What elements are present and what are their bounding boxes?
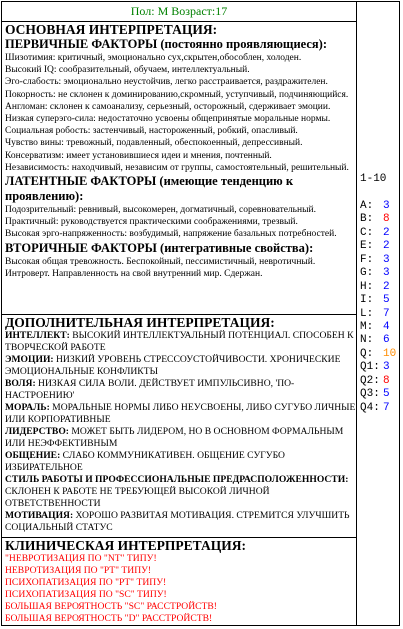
factor-label: F: — [360, 253, 374, 266]
additional-item-label: ЛИДЕРСТВО: — [5, 426, 69, 437]
factor-value: 5 — [383, 388, 390, 401]
factor-label: Q2: — [360, 374, 380, 387]
secondary-factor-line: Высокая общая тревожность. Беспокойный, пессимистичный, невротичный. — [5, 256, 316, 267]
factor-score-row — [360, 321, 400, 334]
factor-value: 2 — [383, 240, 390, 253]
factor-score-row — [360, 213, 400, 226]
factor-label: Q: — [360, 347, 374, 360]
primary-factor-line: Консерватизм: имеет установившиеся идеи и мнения, почтенный. — [5, 150, 272, 161]
factor-value: 3 — [383, 253, 390, 266]
factor-value: 6 — [383, 334, 390, 347]
factor-value: 8 — [383, 213, 390, 226]
clinical-interpretation-title: КЛИНИЧЕСКАЯ ИНТЕРПРЕТАЦИЯ: — [5, 538, 247, 553]
additional-item-label: ВОЛЯ: — [5, 378, 36, 389]
factor-value: 4 — [383, 320, 390, 333]
factor-value: 3 — [383, 267, 390, 280]
primary-factor-line: Покорность: не склонен к доминированию,скромный, уступчивый, подчиняющийся. — [5, 89, 349, 100]
clinical-interpretation-section — [2, 538, 356, 627]
additional-item-label: ИНТЕЛЛЕКТ: — [5, 330, 70, 341]
additional-item — [5, 330, 356, 354]
factor-value: 2 — [383, 280, 390, 293]
factor-label: G: — [360, 267, 374, 280]
additional-item-text: ВЫСОКИЙ ИНТЕЛЛЕКТУАЛЬНЫЙ ПОТЕНЦИАЛ. СПОСОБЕН К ТВОРЧЕСКОЙ РАБОТЕ — [5, 330, 354, 353]
secondary-factors-title: ВТОРИЧНЫЕ ФАКТОРЫ (интегративные свойства): — [5, 240, 314, 255]
additional-item-text: НИЗКИЙ УРОВЕНЬ СТРЕССОУСТОЙЧИВОСТИ. ХРОНИЧЕСКИЕ ЭМОЦИОНАЛЬНЫЕ КОНФЛИКТЫ — [5, 354, 341, 377]
clinical-finding: "НЕВРОТИЗАЦИЯ ПО "NT" ТИПУ! — [5, 553, 157, 564]
primary-factors-title: ПЕРВИЧНЫЕ ФАКТОРЫ (постоянно проявляющиеся): — [5, 37, 327, 51]
factor-label: Q4: — [360, 401, 380, 414]
factor-label: A: — [360, 200, 374, 212]
factor-label: Q3: — [360, 388, 380, 401]
factor-label: L: — [360, 307, 374, 320]
additional-item-text: МОРАЛЬНЫЕ НОРМЫ ЛИБО НЕУСВОЕНЫ, ЛИБО СУГУБО ЛИЧНЫЕ ИЛИ КОРПОРАТИВНЫЕ — [5, 402, 356, 425]
factor-label: C: — [360, 226, 374, 239]
additional-item — [5, 474, 356, 510]
additional-item — [5, 450, 356, 474]
clinical-finding: БОЛЬШАЯ ВЕРОЯТНОСТЬ "D" РАССТРОЙСТВ! — [5, 613, 213, 624]
additional-item-text: ХОРОШО РАЗВИТАЯ МОТИВАЦИЯ. СТРЕМИТСЯ УЛУЧШИТЬ СОЦИАЛЬНЫЙ СТАТУС — [5, 510, 350, 533]
additional-item-label: ЭМОЦИИ: — [5, 354, 54, 365]
latent-factor-line: Практичный: руководствуется практическими соображениями, трезвый. — [5, 217, 298, 228]
primary-factor-line: Социальная робость: застенчивый, настороженный, робкий, опасливый. — [5, 126, 298, 137]
factor-score-row — [360, 200, 400, 213]
additional-item-label: МОРАЛЬ: — [5, 402, 50, 413]
factor-label: H: — [360, 280, 374, 293]
primary-factors-list — [5, 52, 356, 174]
primary-factor-line: Чувство вины: тревожный, подавленный, обеспокоенный, депрессивный. — [5, 138, 303, 149]
factor-score-row — [360, 388, 400, 401]
primary-factor-line: Эго-слабость: эмоционально неустойчив, легко расстраивается, раздражителен. — [5, 77, 328, 88]
additional-interpretation-list — [5, 330, 356, 534]
additional-item-label: СТИЛЬ РАБОТЫ И ПРОФЕССИОНАЛЬНЫЕ ПРЕДРАСПОЛОЖЕННОСТИ: — [5, 474, 349, 485]
clinical-interpretation-list — [5, 553, 356, 625]
clinical-finding: БОЛЬШАЯ ВЕРОЯТНОСТЬ "SC" РАССТРОЙСТВ! — [5, 601, 218, 612]
factor-score-row — [360, 308, 400, 321]
factor-score-row — [360, 334, 400, 347]
additional-item — [5, 354, 356, 378]
factor-score-row — [360, 375, 400, 388]
primary-factor-line: Англоман: склонен к самоанализу, серьезный, осторожный, сдерживает эмоции. — [5, 101, 331, 112]
latent-factors-list — [5, 204, 356, 241]
factor-value: 3 — [383, 200, 390, 212]
primary-factor-line: Шизотимия: критичный, эмоционально сух,скрытен,обособлен, холоден. — [5, 53, 302, 63]
additional-item — [5, 510, 356, 534]
factor-score-row — [360, 281, 400, 294]
factor-value: 3 — [383, 361, 390, 374]
factor-score-row — [360, 402, 400, 415]
primary-factor-line: Низкая суперэго-сила: недостаточно усвоены общепринятые моральные нормы. — [5, 114, 331, 125]
additional-item — [5, 402, 356, 426]
report-document — [1, 1, 400, 626]
factor-score-row — [360, 361, 400, 374]
factor-label: M: — [360, 320, 374, 333]
factor-score-row — [360, 267, 400, 280]
factor-score-row — [360, 348, 400, 361]
additional-item-label: МОТИВАЦИЯ: — [5, 510, 74, 521]
factor-label: I: — [360, 294, 374, 307]
additional-interpretation-title: ДОПОЛНИТЕЛЬНАЯ ИНТЕРПРЕТАЦИЯ: — [5, 315, 275, 330]
latent-factors-title: ЛАТЕНТНЫЕ ФАКТОРЫ (имеющие тенденцию к проявлению): — [5, 174, 294, 204]
factor-label: B: — [360, 213, 374, 226]
latent-factor-line: Высокая эрго-напряженность: возбудимый, напряжение базальных потребностей. — [5, 229, 337, 240]
factor-scores-list — [360, 200, 400, 415]
primary-factor-line: Высокий IQ: сообразительный, обучаем, интеллектуальный. — [5, 65, 250, 76]
additional-item-text: СКЛОНЕН К РАБОТЕ НЕ ТРЕБУЮЩЕЙ ВЫСОКОЙ ЛИЧНОЙ ОТВЕТСТВЕННОСТИ — [5, 486, 270, 509]
factor-score-row — [360, 294, 400, 307]
clinical-finding: НЕВРОТИЗАЦИЯ ПО "PT" ТИПУ! — [5, 565, 152, 576]
factor-value: 5 — [383, 294, 390, 307]
basic-interpretation-section — [2, 22, 356, 314]
additional-interpretation-section — [2, 315, 356, 537]
clinical-finding: ПСИХОПАТИЗАЦИЯ ПО "SC" ТИПУ! — [5, 589, 167, 600]
additional-item — [5, 426, 356, 450]
additional-item-text: МОЖЕТ БЫТЬ ЛИДЕРОМ, НО В ОСНОВНОМ ФОРМАЛЬНЫМ ИЛИ НЕЭФФЕКТИВНЫМ — [5, 426, 344, 449]
factor-value: 10 — [383, 347, 397, 360]
sex-age-header: Пол: М Возраст:17 — [2, 2, 356, 22]
factor-scores-column — [360, 173, 400, 415]
clinical-finding: ПСИХОПАТИЗАЦИЯ ПО "PT" ТИПУ! — [5, 577, 167, 588]
factor-score-row — [360, 240, 400, 253]
additional-item-label: ОБЩЕНИЕ: — [5, 450, 61, 461]
factor-value: 2 — [383, 226, 390, 239]
factor-label: E: — [360, 240, 374, 253]
additional-item-text: НИЗКАЯ СИЛА ВОЛИ. ДЕЙСТВУЕТ ИМПУЛЬСИВНО, 'ПО-НАСТРОЕНИЮ' — [5, 378, 295, 401]
factor-score-row — [360, 254, 400, 267]
additional-item-text: СЛАБО КОММУНИКАТИВЕН. ОБЩЕНИЕ СУГУБО ИЗБИРАТЕЛЬНОЕ — [5, 450, 285, 473]
factor-score-row — [360, 227, 400, 240]
latent-factor-line: Подозрительный: ревнивый, высокомерен, догматичный, соревновательный. — [5, 205, 316, 216]
basic-interpretation-title: ОСНОВНАЯ ИНТЕРПРЕТАЦИЯ: — [5, 22, 218, 37]
factor-label: Q1: — [360, 361, 380, 374]
score-range: 1-10 — [360, 173, 387, 185]
factor-value: 8 — [383, 374, 390, 387]
additional-item — [5, 378, 356, 402]
factor-value: 7 — [383, 401, 390, 414]
secondary-factors-list — [5, 256, 356, 280]
secondary-factor-line: Интроверт. Направленность на свой внутренний мир. Сдержан. — [5, 268, 263, 279]
factor-label: N: — [360, 334, 374, 347]
factor-value: 7 — [383, 307, 390, 320]
primary-factor-line: Независимость: находчивый, независим от группы, самостоятельный, решительный. — [5, 162, 349, 173]
